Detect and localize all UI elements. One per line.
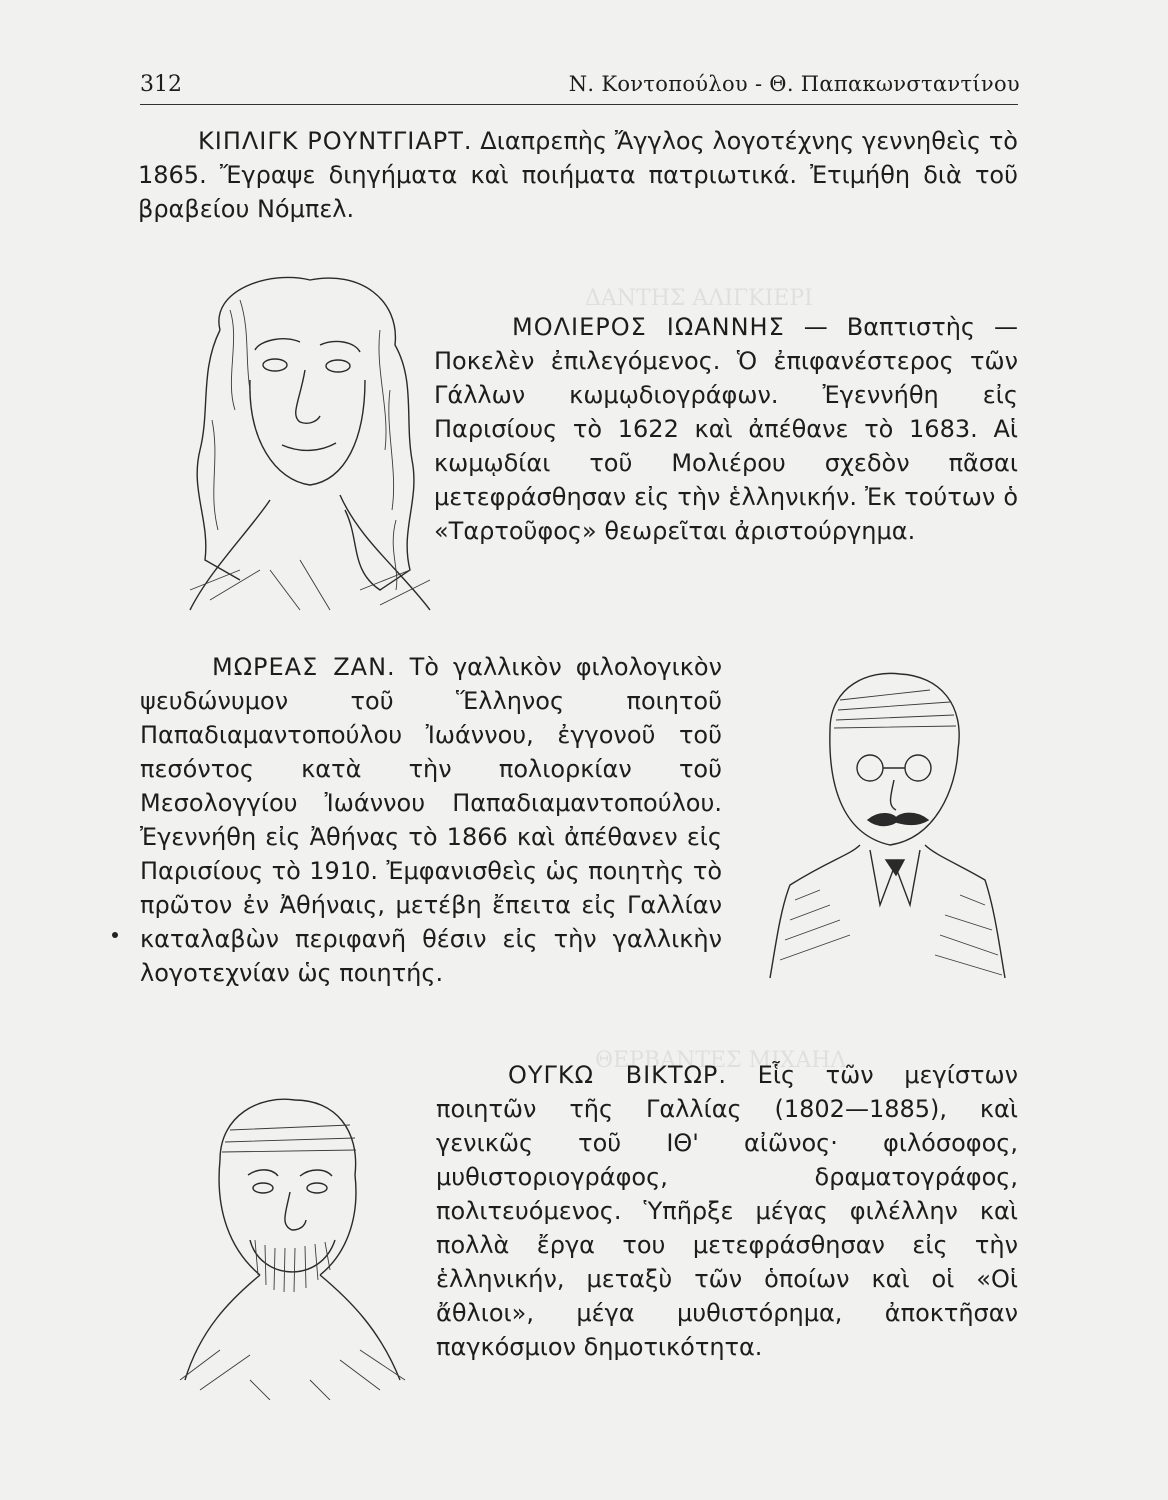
entry-kipling [138, 124, 1018, 226]
entry-moliere [434, 310, 1018, 548]
header-rule [140, 104, 1018, 105]
page-header [140, 72, 1020, 104]
entry-name: ΜΩΡΕΑΣ ΖΑΝ. [212, 653, 396, 681]
entry-hugo [436, 1058, 1018, 1364]
entry-text: Τὸ γαλλικὸν φιλολογικὸν ψευδώνυμον τοῦ Ἕλληνος ποιητοῦ Παπαδιαμαντοπούλου Ἰωάννου, ἐγγονοῦ τοῦ πεσόντος κατὰ τὴν πολιορκίαν τοῦ Μεσολογγίου Ἰωάννου Παπαδιαμαντοπούλου. Ἐγεννήθη εἰς Ἀθήνας τὸ 1866 καὶ ἀπέθανεν εἰς Παρισίους τὸ 1910. Ἐμφανισθεὶς ὡς ποιητὴς τὸ πρῶτον ἐν Ἀθήναις, μετέβη ἔπειτα εἰς Γαλλίαν καταλαβὼν περιφανῆ θέσιν εἰς τὴν γαλλικὴν λογοτεχνίαν ὡς ποιητής. [140, 653, 722, 987]
entry-moreas [140, 650, 722, 990]
entry-name: ΜΟΛΙΕΡΟΣ ΙΩΑΝΝΗΣ [512, 313, 785, 341]
portrait-hugo [160, 1080, 420, 1400]
entry-text: — Βαπτιστὴς — Ποκελὲν ἐπιλεγόμενος. Ὁ ἐπιφανέστερος τῶν Γάλλων κωμῳδιογράφων. Ἐγεννήθη εἰς Παρισίους τὸ 1622 καὶ ἀπέθανε τὸ 1683. Αἱ κωμῳδίαι τοῦ Μολιέρου σχεδὸν πᾶσαι μετεφράσθησαν εἰς τὴν ἑλληνικήν. Ἐκ τούτων ὁ «Ταρτοῦφος» θεωρεῖται ἀριστούργημα. [434, 313, 1018, 545]
entry-name: ΟΥΓΚΩ ΒΙΚΤΩΡ. [508, 1061, 728, 1089]
entry-name: ΚΙΠΛΙΓΚ ΡΟΥΝΤΓΙΑΡΤ. [198, 127, 473, 155]
page-number: 312 [140, 72, 182, 97]
running-head: Ν. Κοντοπούλου - Θ. Παπακωνσταντίνου [568, 72, 1020, 96]
bleed-through-line: ΔΑΝΤΗΣ ΑΛΙΓΚΙΕΡΙ [585, 286, 813, 311]
entry-text: Διαπρεπὴς Ἄγγλος λογοτέχνης γεννηθεὶς τὸ 1865. Ἔγραψε διηγήματα καὶ ποιήματα πατριωτικά. Ἐτιμήθη διὰ τοῦ βραβείου Νόμπελ. [138, 127, 1018, 223]
bleed-through-line: ΘΕΡΒΑΝΤΕΣ ΜΙΧΑΗΛ [595, 1048, 847, 1073]
margin-dot [112, 932, 118, 938]
portrait-moliere [150, 270, 450, 615]
portrait-moreas [760, 660, 1010, 980]
entry-text: Εἷς τῶν μεγίστων ποιητῶν τῆς Γαλλίας (1802—1885), καὶ γενικῶς τοῦ ΙΘ' αἰῶνος· φιλόσοφος, μυθιστοριογράφος, δραματογράφος, πολιτευόμενος. Ὑπῆρξε μέγας φιλέλλην καὶ πολλὰ ἔργα του μετεφράσθησαν εἰς τὴν ἑλληνικήν, μεταξὺ τῶν ὁποίων καὶ οἱ «Οἱ ἄθλιοι», μέγα μυθιστόρημα, ἀποκτῆσαν παγκόσμιον δημοτικότητα. [436, 1061, 1018, 1361]
